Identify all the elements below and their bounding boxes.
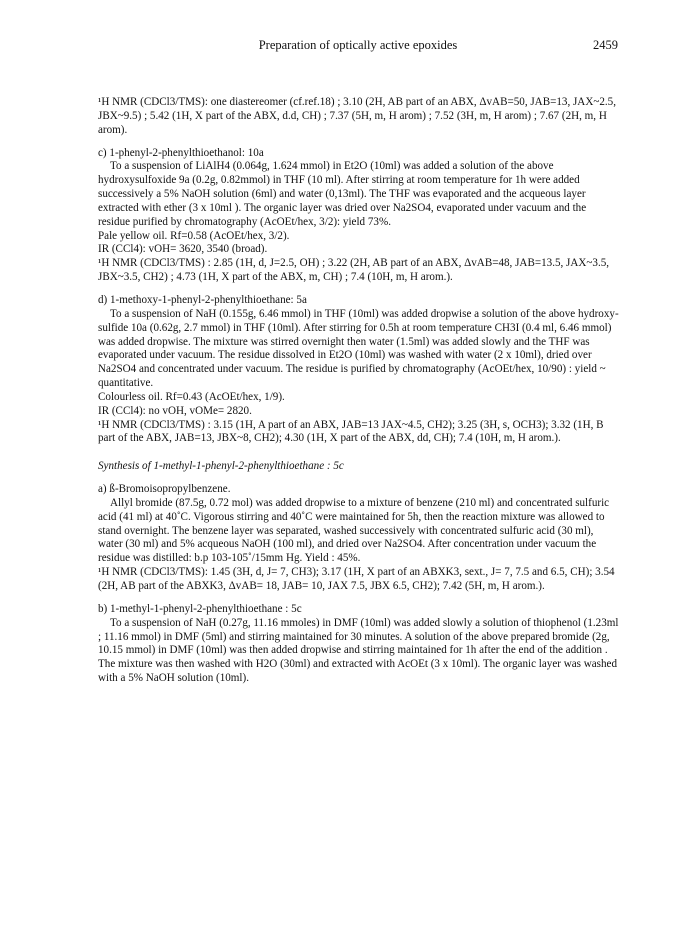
section-d-procedure: To a suspension of NaH (0.155g, 6.46 mmol) in THF (10ml) was added dropwise a solution of the above hydroxy-sulfide 10a (0.62g, 2.7 mmol) in THF (10ml). After stirring for 0.5h at room temperature CH3I (0.4 ml, 6.46 mmol) was added dropwise. The mixture was stirred overnight then water (1.5ml) was added slowly and the THF was evaporated under vacuum. The residue dissolved in Et2O (10ml) was washed with water (2 x 10ml), dried over Na2SO4 and concentrated under vacuum. The residue is purified by chromatography (AcOEt/hex, 10/90) : yield ~ quantitative. bbox=[98, 307, 619, 390]
section-d-ir: IR (CCl4): no vOH, vOMe= 2820. bbox=[98, 404, 252, 417]
section-c-title: c) 1-phenyl-2-phenylthioethanol: 10a bbox=[98, 146, 264, 159]
section-b-title: b) 1-methyl-1-phenyl-2-phenylthioethane : 5c bbox=[98, 602, 302, 615]
nmr-data-9a: ¹H NMR (CDCl3/TMS): one diastereomer (cf.ref.18) ; 3.10 (2H, AB part of an ABX, ΔvAB=50, JAB=13, JAX~2.5, JBX~9.5) ; 5.42 (1H, X part of the ABX, d.d, CH) ; 7.37 (5H, m, H arom) ; 7.52 (3H, m, H arom) ; 7.67 (2H, m, H arom). bbox=[98, 96, 616, 136]
section-b-procedure: To a suspension of NaH (0.27g, 11.16 mmoles) in DMF (10ml) was added slowly a solution of thiophenol (1.23ml ; 11.16 mmol) in DMF (5ml) and stirring maintained for 30 minutes. A solution of the above prepared bromide (2g, 10.15 mmol) in DMF (10ml) was then added dropwise and stirring maintained for 1h after the end of the addition . The mixture was then washed with H2O (30ml) and extracted with AcOEt (3 x 10ml). The organic layer was washed with a 5% NaOH solution (10ml). bbox=[98, 616, 619, 685]
section-a-nmr: ¹H NMR (CDCl3/TMS): 1.45 (3H, d, J= 7, CH3); 3.17 (1H, X part of an ABXK3, sext., J= 7, 7.5 and 6.5, CH); 3.54 (2H, AB part of the ABXK3, ΔvAB= 18, JAB= 10, JAX 7.5, JBX 6.5, CH2); 7.42 (5H, m, H arom.). bbox=[98, 566, 615, 592]
section-c-procedure: To a suspension of LiAlH4 (0.064g, 1.624 mmol) in Et2O (10ml) was added a solution of the above hydroxysulfoxide 9a (0.2g, 0.82mmol) in THF (10 ml). After stirring at room temperature for 1h were added successively a 5% NaOH solution (6ml) and water (0,13ml). The THF was evaporated and the acqueous layer extracted with ether (3 x 10ml ). The organic layer was dried over Na2SO4, evaporated under vacuum and the residue purified by chromatography (AcOEt/hex, 3/2): yield 73%. bbox=[98, 160, 587, 228]
section-a-title: a) ß-Bromoisopropylbenzene. bbox=[98, 483, 231, 496]
section-a-procedure: Allyl bromide (87.5g, 0.72 mol) was added dropwise to a mixture of benzene (210 ml) and concentrated sulfuric acid (41 ml) at 40˚C. Vigorous stirring and 40˚C were maintained for 5h, then the reaction mixture was allowed to stand overnight. The benzene layer was separated, washed successively with concentrated sulfuric acid (30 ml), water (30 ml) and 5% acqueous NaOH (100 ml), and dried over Na2SO4. After concentration under vacuum the residue was distilled: b.p 103-105˚/15mm Hg. Yield : 45%. bbox=[98, 496, 610, 565]
section-c-ir: IR (CCl4): vOH= 3620, 3540 (broad). bbox=[98, 243, 268, 256]
section-c-appearance: Pale yellow oil. Rf=0.58 (AcOEt/hex, 3/2). bbox=[98, 229, 290, 242]
section-d-nmr: ¹H NMR (CDCl3/TMS) : 3.15 (1H, A part of an ABX, JAB=13 JAX~4.5, CH2); 3.25 (3H, s, OCH3); 3.32 (1H, B part of the ABX, JAB=13, JBX~8, CH2); 4.30 (1H, X part of the ABX, dd, CH); 7.4 (10H, m, H arom.). bbox=[98, 418, 604, 445]
article-body bbox=[98, 96, 620, 686]
synthesis-heading: Synthesis of 1-methyl-1-phenyl-2-phenylthioethane : 5c bbox=[98, 460, 344, 473]
page-number: 2459 bbox=[593, 38, 618, 52]
running-title: Preparation of optically active epoxides bbox=[258, 38, 458, 52]
section-d-title: d) 1-methoxy-1-phenyl-2-phenylthioethane: 5a bbox=[98, 293, 307, 306]
section-c-nmr: ¹H NMR (CDCl3/TMS) : 2.85 (1H, d, J=2.5, OH) ; 3.22 (2H, AB part of an ABX, ΔvAB=48, JAB=13.5, JAX~3.5, JBX~3.5, CH2) ; 4.73 (1H, X part of the ABX, m, CH) ; 7.4 (10H, m, H arom.). bbox=[98, 257, 610, 284]
page-header bbox=[98, 38, 618, 56]
section-d-appearance: Colourless oil. Rf=0.43 (AcOEt/hex, 1/9). bbox=[98, 390, 285, 403]
